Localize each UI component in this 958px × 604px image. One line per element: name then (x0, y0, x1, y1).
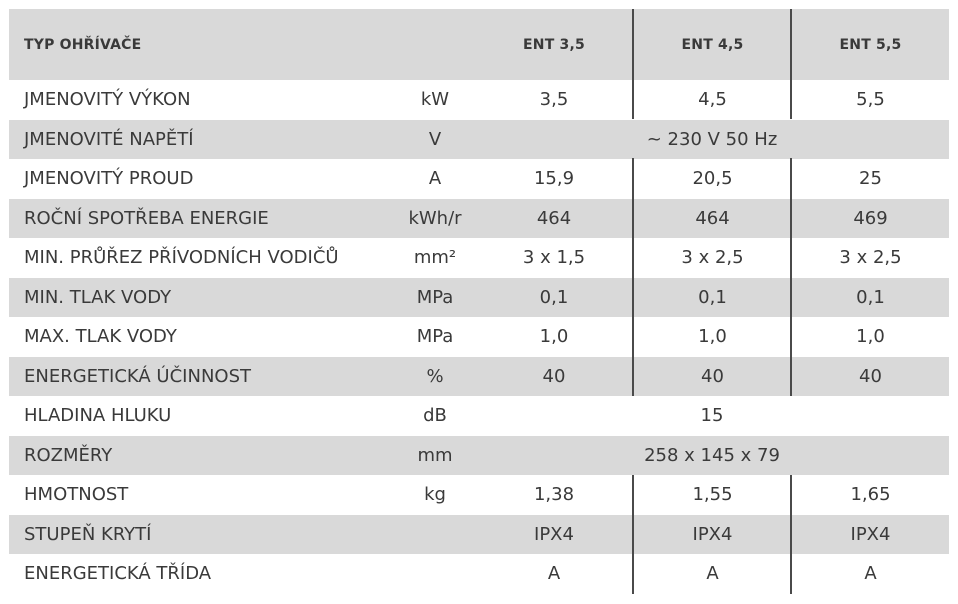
row-value: 1,55 (692, 484, 733, 506)
table-row (9, 357, 949, 397)
table-header (9, 9, 949, 80)
column-divider (632, 158, 634, 396)
row-label: JMENOVITÉ NAPĚTÍ (24, 128, 194, 150)
row-value: 40 (542, 365, 566, 387)
table-row (9, 199, 949, 239)
header-col-ent-4-5: ENT 4,5 (681, 36, 744, 53)
row-value: 464 (536, 207, 572, 229)
column-divider (632, 475, 634, 594)
header-col-ent-3-5: ENT 3,5 (523, 36, 585, 53)
table-row (9, 317, 949, 357)
row-value: 3,5 (539, 89, 569, 111)
row-value: 15,9 (533, 168, 575, 190)
row-value: 5,5 (856, 89, 885, 111)
row-value: 4,5 (698, 89, 727, 111)
row-label: MIN. TLAK VODY (24, 286, 172, 308)
table-row (9, 238, 949, 278)
column-divider (790, 158, 792, 396)
row-value-span: 15 (700, 405, 724, 427)
row-value: 1,0 (698, 326, 727, 348)
row-value: 469 (853, 207, 888, 229)
row-value: A (864, 563, 877, 585)
row-unit: V (428, 128, 442, 150)
table-row (9, 436, 949, 476)
row-unit (385, 515, 485, 555)
row-value: 0,1 (539, 286, 569, 308)
row-value: 1,0 (856, 326, 885, 348)
row-value: 0,1 (856, 286, 885, 308)
row-value: 0,1 (698, 286, 727, 308)
row-label: HMOTNOST (24, 484, 129, 506)
row-unit: kg (424, 484, 446, 506)
row-unit: mm (417, 444, 453, 466)
row-label: ROČNÍ SPOTŘEBA ENERGIE (24, 207, 269, 229)
row-value: 25 (859, 168, 882, 190)
row-unit: % (426, 365, 444, 387)
row-value: A (547, 563, 561, 585)
column-divider (790, 475, 792, 594)
row-unit: kW (420, 89, 450, 111)
row-label: STUPEŇ KRYTÍ (24, 523, 152, 545)
row-label: MIN. PRŮŘEZ PŘÍVODNÍCH VODIČŮ (24, 247, 339, 269)
row-label: JMENOVITÝ PROUD (24, 168, 194, 190)
row-unit: MPa (416, 326, 454, 348)
table-row (9, 278, 949, 318)
row-label: ROZMĚRY (24, 444, 113, 466)
row-label: MAX. TLAK VODY (24, 326, 177, 348)
table-row (9, 515, 949, 555)
header-col-ent-5-5: ENT 5,5 (839, 36, 902, 53)
row-unit: A (428, 168, 442, 190)
column-divider (790, 9, 792, 119)
row-value: 1,65 (850, 484, 891, 506)
row-value: IPX4 (692, 523, 733, 545)
row-value: 3 x 2,5 (839, 247, 902, 269)
row-unit (385, 554, 485, 594)
row-label: HLADINA HLUKU (24, 405, 172, 427)
row-value: 464 (695, 207, 730, 229)
table-row (9, 120, 949, 160)
table-row (9, 554, 949, 594)
table-row (9, 475, 949, 515)
row-label: ENERGETICKÁ ÚČINNOST (24, 365, 252, 387)
spec-table (9, 9, 949, 594)
row-value: 3 x 2,5 (681, 247, 744, 269)
row-value: 40 (859, 365, 882, 387)
row-value: 40 (701, 365, 724, 387)
row-unit: kWh/r (408, 207, 462, 229)
row-value: 1,0 (539, 326, 569, 348)
row-label: ENERGETICKÁ TŘÍDA (24, 563, 212, 585)
row-value-span: 258 x 145 x 79 (644, 444, 780, 466)
row-unit: dB (423, 405, 447, 427)
row-value: IPX4 (850, 523, 891, 545)
table-row (9, 396, 949, 436)
row-value: IPX4 (534, 523, 574, 545)
table-row (9, 159, 949, 199)
row-value: 20,5 (692, 168, 733, 190)
row-value: A (706, 563, 719, 585)
row-unit: MPa (416, 286, 454, 308)
row-label: JMENOVITÝ VÝKON (24, 89, 191, 111)
column-divider (632, 9, 634, 119)
table-row (9, 80, 949, 120)
row-value-span: ~ 230 V 50 Hz (646, 128, 778, 150)
header-label: TYP OHŘÍVAČE (24, 36, 142, 53)
row-value: 3 x 1,5 (522, 247, 586, 269)
row-unit: mm² (413, 247, 457, 269)
row-value: 1,38 (533, 484, 575, 506)
